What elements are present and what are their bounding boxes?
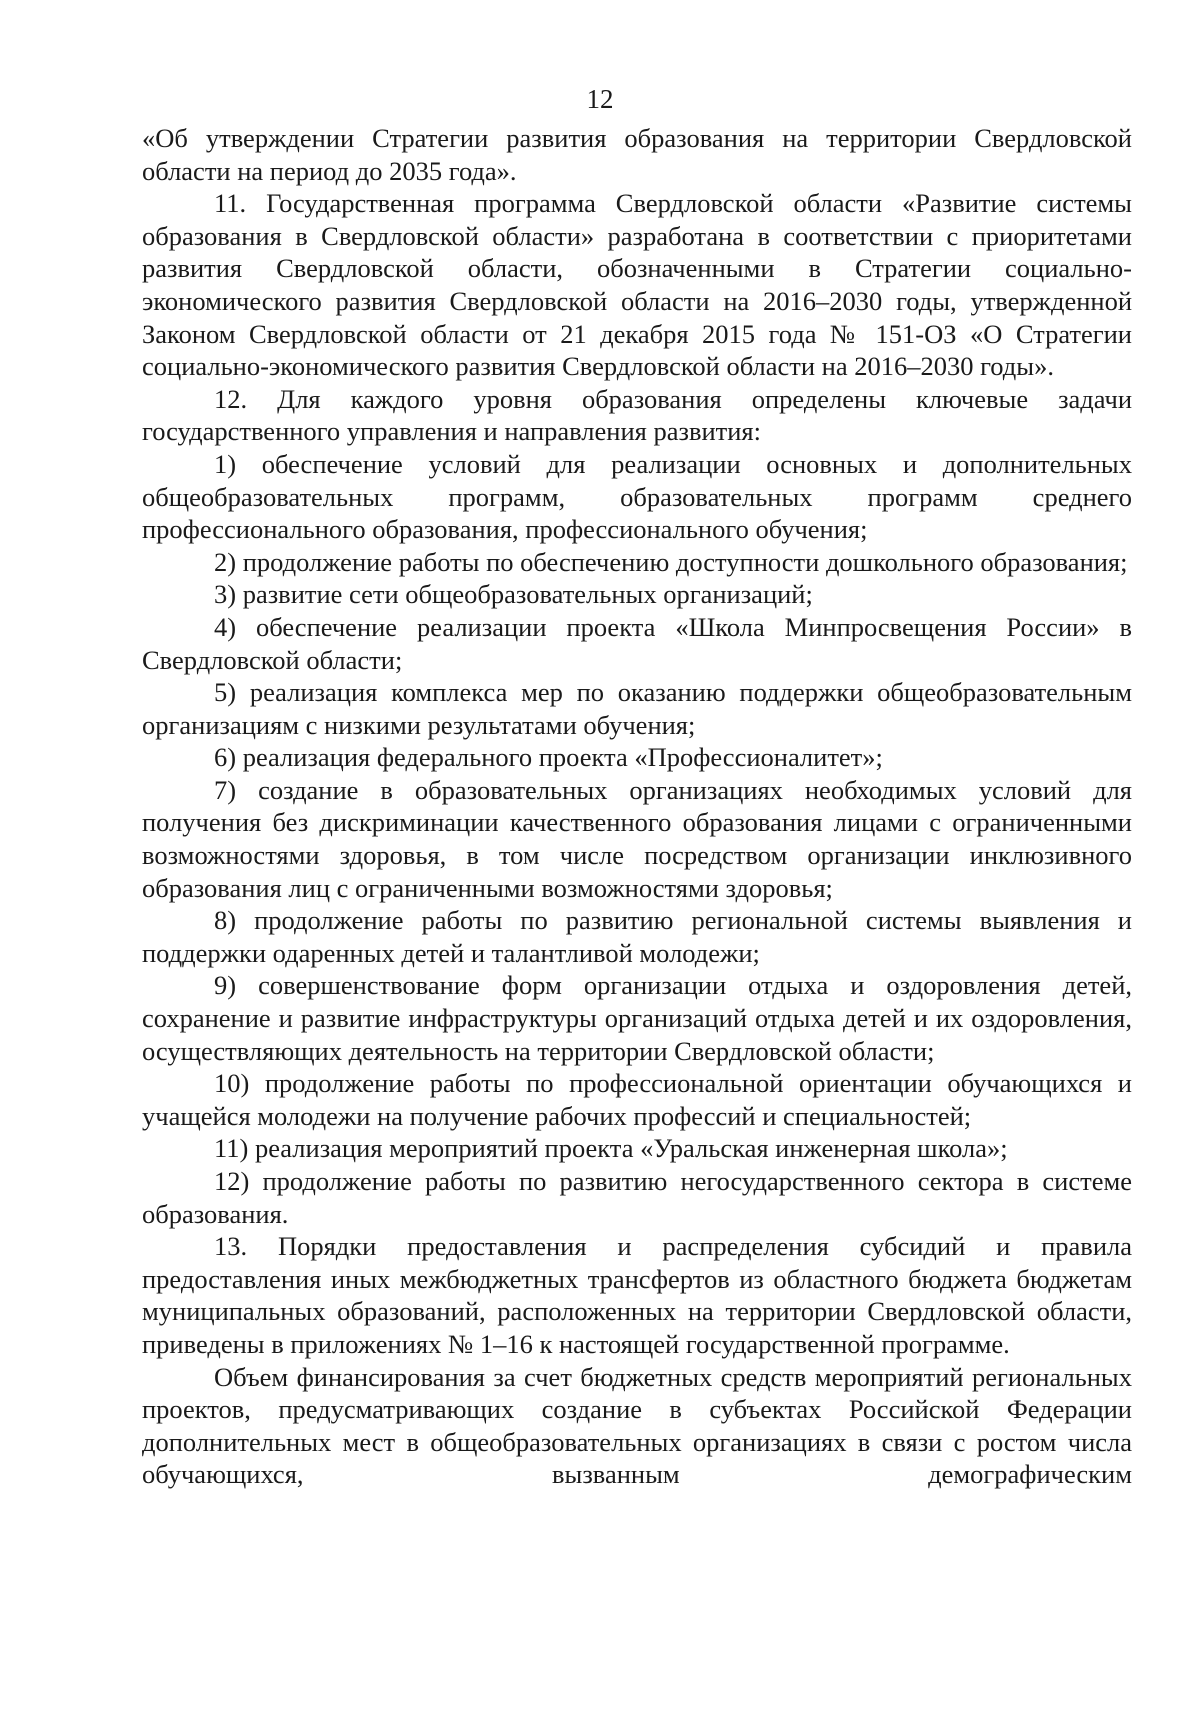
list-item-3: 3) развитие сети общеобразовательных организаций; (214, 579, 813, 610)
paragraph-12-tasks: 12. Для каждого уровня образования определены ключевые задачи государственного управления и направления развития: (142, 383, 1132, 447)
list-item-5: 5) реализация комплекса мер по оказанию поддержки общеобразовательным организациям с низкими результатами обучения; (142, 677, 1132, 740)
list-item-7: 7) создание в образовательных организациях необходимых условий для получения без дискриминации качественного образования лицами с ограниченными возможностями здоровья, в том числе посредством организации инклюзивного образования лиц с ограниченными возможностями здоровья; (142, 774, 1132, 903)
document-body (142, 122, 1132, 1491)
paragraph-13-subsidies: 13. Порядки предоставления и распределения субсидий и правила предоставления иных межбюджетных трансфертов из областного бюджета бюджетам муниципальных образований, расположенных на территории Свердловской области, приведены в приложениях № 1–16 к настоящей государственной программе. (142, 1231, 1132, 1359)
paragraph-11-program: 11. Государственная программа Свердловской области «Развитие системы образования в Свердловской области» разработана в соответствии с приоритетами развития Свердловской области, обозначенными в Стратегии социально-экономического развития Свердловской области на 2016–2030 годы, утвержденной Законом Свердловской области от 21 декабря 2015 года № 151-ОЗ «О Стратегии социально-экономического развития Свердловской области на 2016–2030 годы». (142, 188, 1132, 382)
paragraph-strategy-title-end: «Об утверждении Стратегии развития образования на территории Свердловской области на период до 2035 года». (142, 123, 1132, 186)
list-item-8: 8) продолжение работы по развитию региональной системы выявления и поддержки одаренных детей и талантливой молодежи; (142, 905, 1132, 968)
page-number: 12 (586, 84, 614, 114)
list-item-9: 9) совершенствование форм организации отдыха и оздоровления детей, сохранение и развитие инфраструктуры организаций отдыха детей и их оздоровления, осуществляющих деятельность на территории Свердловской области; (142, 970, 1132, 1066)
list-item-4: 4) обеспечение реализации проекта «Школа Минпросвещения России» в Свердловской области; (142, 611, 1132, 675)
list-item-6: 6) реализация федерального проекта «Профессионалитет»; (214, 742, 883, 773)
list-item-12: 12) продолжение работы по развитию негосударственного сектора в системе образования. (142, 1166, 1132, 1229)
list-item-2: 2) продолжение работы по обеспечению доступности дошкольного образования; (214, 546, 1128, 577)
list-item-11: 11) реализация мероприятий проекта «Уральская инженерная школа»; (214, 1133, 1008, 1164)
list-item-10: 10) продолжение работы по профессиональной ориентации обучающихся и учащейся молодежи на получение рабочих профессий и специальностей; (142, 1068, 1132, 1131)
list-item-1: 1) обеспечение условий для реализации основных и дополнительных общеобразовательных программ, образовательных программ среднего профессионального образования, профессионального обучения; (142, 448, 1132, 545)
paragraph-financing-volume: Объем финансирования за счет бюджетных средств мероприятий региональных проектов, предусматривающих создание в субъектах Российской Федерации дополнительных мест в общеобразовательных организациях в связи с ростом числа обучающихся, вызванным демографическим (142, 1361, 1132, 1490)
